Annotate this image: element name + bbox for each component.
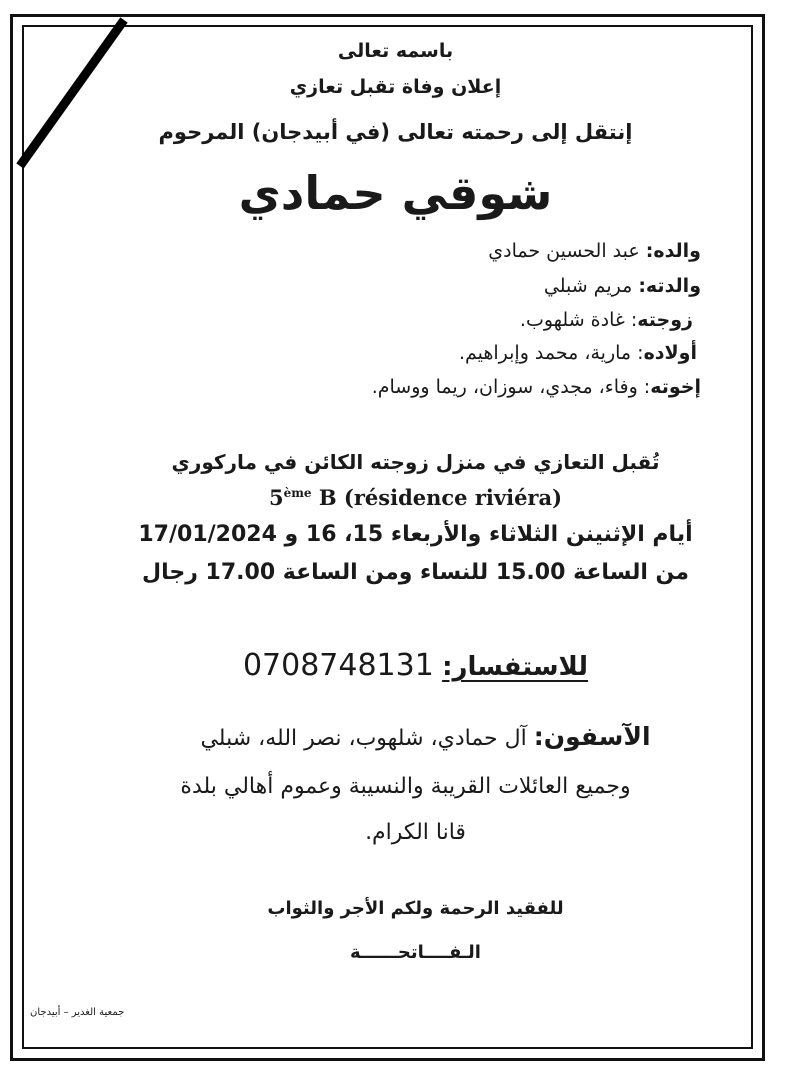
inquiry-line bbox=[20, 648, 791, 683]
mother-line bbox=[544, 275, 701, 297]
closing-prayer: للفقيد الرحمة ولكم الأجر والثواب bbox=[267, 898, 564, 919]
children-value: : مارية، محمد وإبراهيم. bbox=[458, 342, 644, 364]
deceased-name: شوقي حمادي bbox=[238, 166, 553, 220]
inquiry-label: للاستفسار: bbox=[442, 652, 589, 682]
siblings-value: : وفاء، مجدي، سوزان، ريما ووسام. bbox=[371, 376, 651, 398]
father-label: والده: bbox=[645, 240, 701, 262]
father-line bbox=[488, 240, 701, 262]
siblings-line bbox=[372, 376, 701, 398]
children-line bbox=[459, 342, 697, 364]
wife-line bbox=[520, 309, 693, 331]
floor-number: 5 bbox=[268, 485, 284, 510]
mourners-families: آل حمادي، شلهوب، نصر الله، شبلي bbox=[200, 726, 534, 751]
inquiry-phone: 0708748131 bbox=[242, 648, 434, 683]
fatiha: الـفــــاتحــــــة bbox=[350, 942, 481, 963]
mourners-line-2: وجميع العائلات القريبة والنسيبة وعموم أهالي بلدة bbox=[180, 774, 631, 799]
father-value: عبد الحسين حمادي bbox=[488, 240, 646, 262]
mourners-line-1 bbox=[30, 722, 791, 751]
wife-label: زوجته bbox=[637, 309, 693, 331]
mourners-label: الآسفون: bbox=[533, 722, 651, 751]
wife-value: : غادة شلهوب. bbox=[519, 309, 638, 331]
condolence-days: أيام الإثنينن الثلاثاء والأربعاء 15، 16 و 17/01/2024 bbox=[138, 522, 693, 547]
floor-suffix: ème bbox=[283, 486, 312, 500]
mother-label: والدته: bbox=[638, 275, 701, 297]
siblings-label: إخوته bbox=[650, 376, 701, 398]
footer-signature: جمعية الغدير – أبيدجان bbox=[30, 1007, 125, 1018]
mother-value: مريم شبلي bbox=[543, 275, 639, 297]
condolence-address bbox=[20, 485, 791, 510]
basmala: باسمه تعالى bbox=[337, 40, 454, 62]
announcement-heading: إعلان وفاة تقبل تعازي bbox=[289, 76, 502, 98]
mourners-line-3: قانا الكرام. bbox=[365, 820, 466, 845]
condolence-hours: من الساعة 15.00 للنساء ومن الساعة 17.00 رجال bbox=[142, 560, 689, 585]
residence-name: B (résidence riviéra) bbox=[311, 485, 563, 510]
condolence-location: تُقبل التعازي في منزل زوجته الكائن في ماركوري bbox=[171, 450, 660, 474]
children-label: أولاده bbox=[643, 342, 697, 364]
intro-line: إنتقل إلى رحمته تعالى (في أبيدجان) المرحوم bbox=[158, 120, 633, 144]
